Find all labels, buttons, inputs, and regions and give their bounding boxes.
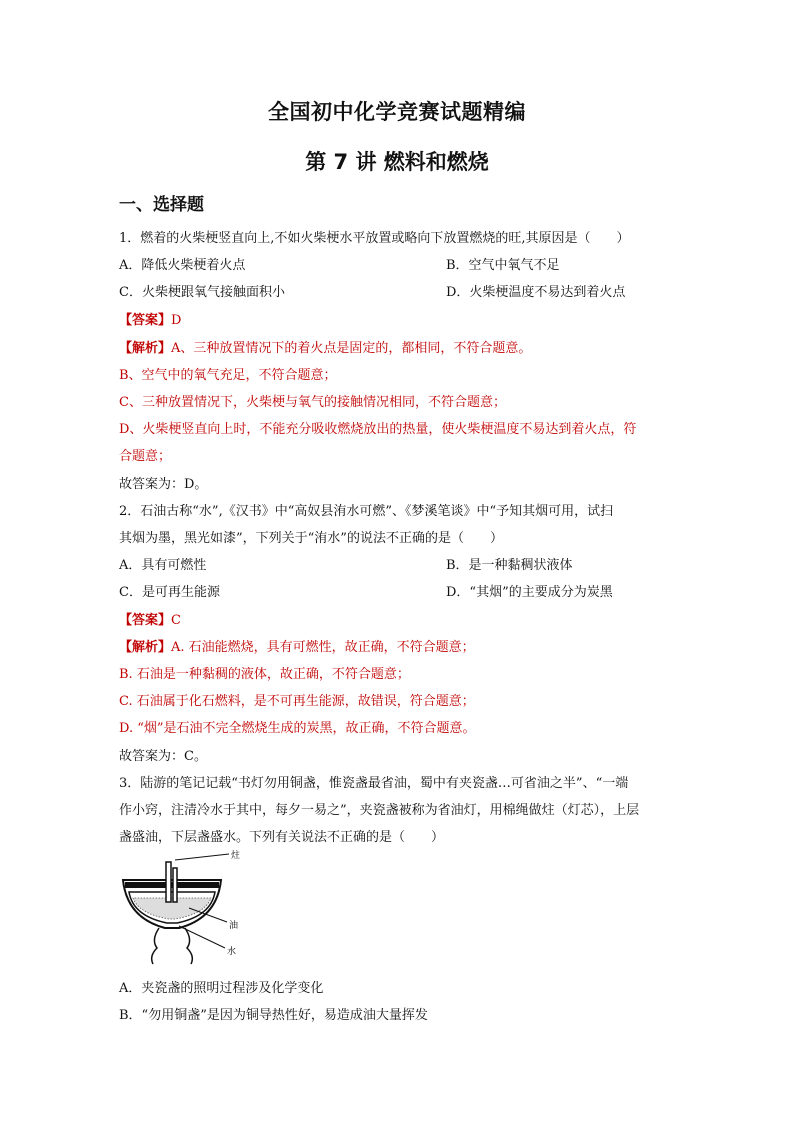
- oil-label: 油: [229, 921, 239, 931]
- q1-answer: [119, 309, 181, 328]
- wick: [166, 862, 171, 902]
- answer-value: C: [171, 613, 181, 628]
- q2-analysis-line: B. 石油是一种黏稠的液体，故正确，不符合题意；: [119, 667, 410, 682]
- q1-option-b: B．空气中氧气不足: [446, 258, 560, 273]
- lamp-rim: [125, 882, 219, 888]
- q3-stem: 作小窍，注清冷水于其中，每夕一易之”，夹瓷盏被称为省油灯，用棉绳做炷（灯芯），上层: [119, 803, 640, 818]
- q1-conclusion: 故答案为：D。: [119, 477, 208, 492]
- wick-leader: [175, 854, 229, 860]
- wick-label: 炷: [231, 851, 241, 861]
- q1-analysis-line: D、火柴梗竖直向上时，不能充分吸收燃烧放出的热量，使火柴梗温度不易达到着火点，符: [119, 422, 637, 437]
- q2-option-a: A．具有可燃性: [119, 558, 207, 573]
- q3-stem: 盏盛油，下层盏盛水。下列有关说法不正确的是（ ）: [119, 830, 445, 845]
- analysis-text: A、三种放置情况下的着火点是固定的，都相同，不符合题意。: [171, 341, 532, 356]
- analysis-text: A. 石油能燃烧，具有可燃性，故正确，不符合题意；: [171, 640, 475, 655]
- lamp-stand-right: [185, 928, 192, 964]
- document-title: 全国初中化学竞赛试题精编: [268, 100, 526, 124]
- water-label: 水: [227, 947, 237, 957]
- q3-stem: 3．陆游的笔记记载“书灯勿用铜盏，惟瓷盏最省油，蜀中有夹瓷盏…可省油之半”、“一端: [119, 776, 629, 791]
- q1-analysis-line: [119, 337, 531, 356]
- q3-option-a: A．夹瓷盏的照明过程涉及化学变化: [119, 981, 324, 996]
- q2-option-d: D．“其烟”的主要成分为炭黑: [446, 585, 613, 600]
- q1-option-a: A．降低火柴梗着火点: [119, 258, 246, 273]
- q2-analysis-line: D. “烟”是石油不完全燃烧生成的炭黑，故正确，不符合题意。: [119, 721, 476, 736]
- q1-analysis-line: 合题意；: [119, 449, 172, 464]
- q2-conclusion: 故答案为：C。: [119, 749, 207, 764]
- q2-answer: [119, 609, 181, 628]
- q3-option-b: B．“勿用铜盏”是因为铜导热性好，易造成油大量挥发: [119, 1008, 428, 1023]
- water-leader: [179, 926, 225, 948]
- q2-option-b: B．是一种黏稠状液体: [446, 558, 573, 573]
- q1-option-d: D．火柴梗温度不易达到着火点: [446, 285, 626, 300]
- lamp-stand-left: [152, 928, 159, 964]
- answer-value: D: [171, 313, 182, 328]
- wick-rod: [173, 868, 177, 902]
- q1-option-c: C．火柴梗跟氧气接触面积小: [119, 285, 285, 300]
- analysis-tag: 【解析】: [119, 341, 172, 356]
- lecture-subtitle: 第 7 讲 燃料和燃烧: [305, 150, 489, 174]
- oil-lamp-figure: [119, 848, 251, 966]
- q1-stem: 1．燃着的火柴梗竖直向上,不如火柴梗水平放置或略向下放置燃烧的旺,其原因是（ ）: [119, 231, 630, 246]
- answer-tag: 【答案】: [119, 313, 172, 328]
- q2-analysis-line: [119, 636, 475, 655]
- q2-option-c: C．是可再生能源: [119, 585, 220, 600]
- answer-tag: 【答案】: [119, 613, 172, 628]
- q1-analysis-line: C、三种放置情况下，火柴梗与氧气的接触情况相同，不符合题意；: [119, 395, 506, 410]
- q2-analysis-line: C. 石油属于化石燃料，是不可再生能源，故错误，符合题意；: [119, 694, 475, 709]
- q1-analysis-line: B、空气中的氧气充足，不符合题意；: [119, 368, 337, 383]
- q2-stem: 其烟为墨，黑光如漆”，下列关于“洧水”的说法不正确的是（ ）: [119, 531, 503, 546]
- section-heading: 一、选择题: [119, 195, 204, 215]
- analysis-tag: 【解析】: [119, 640, 172, 655]
- q2-stem: 2．石油古称“水”,《汉书》中“高奴县洧水可燃”、《梦溪笔谈》中“予知其烟可用，试扫: [119, 504, 614, 519]
